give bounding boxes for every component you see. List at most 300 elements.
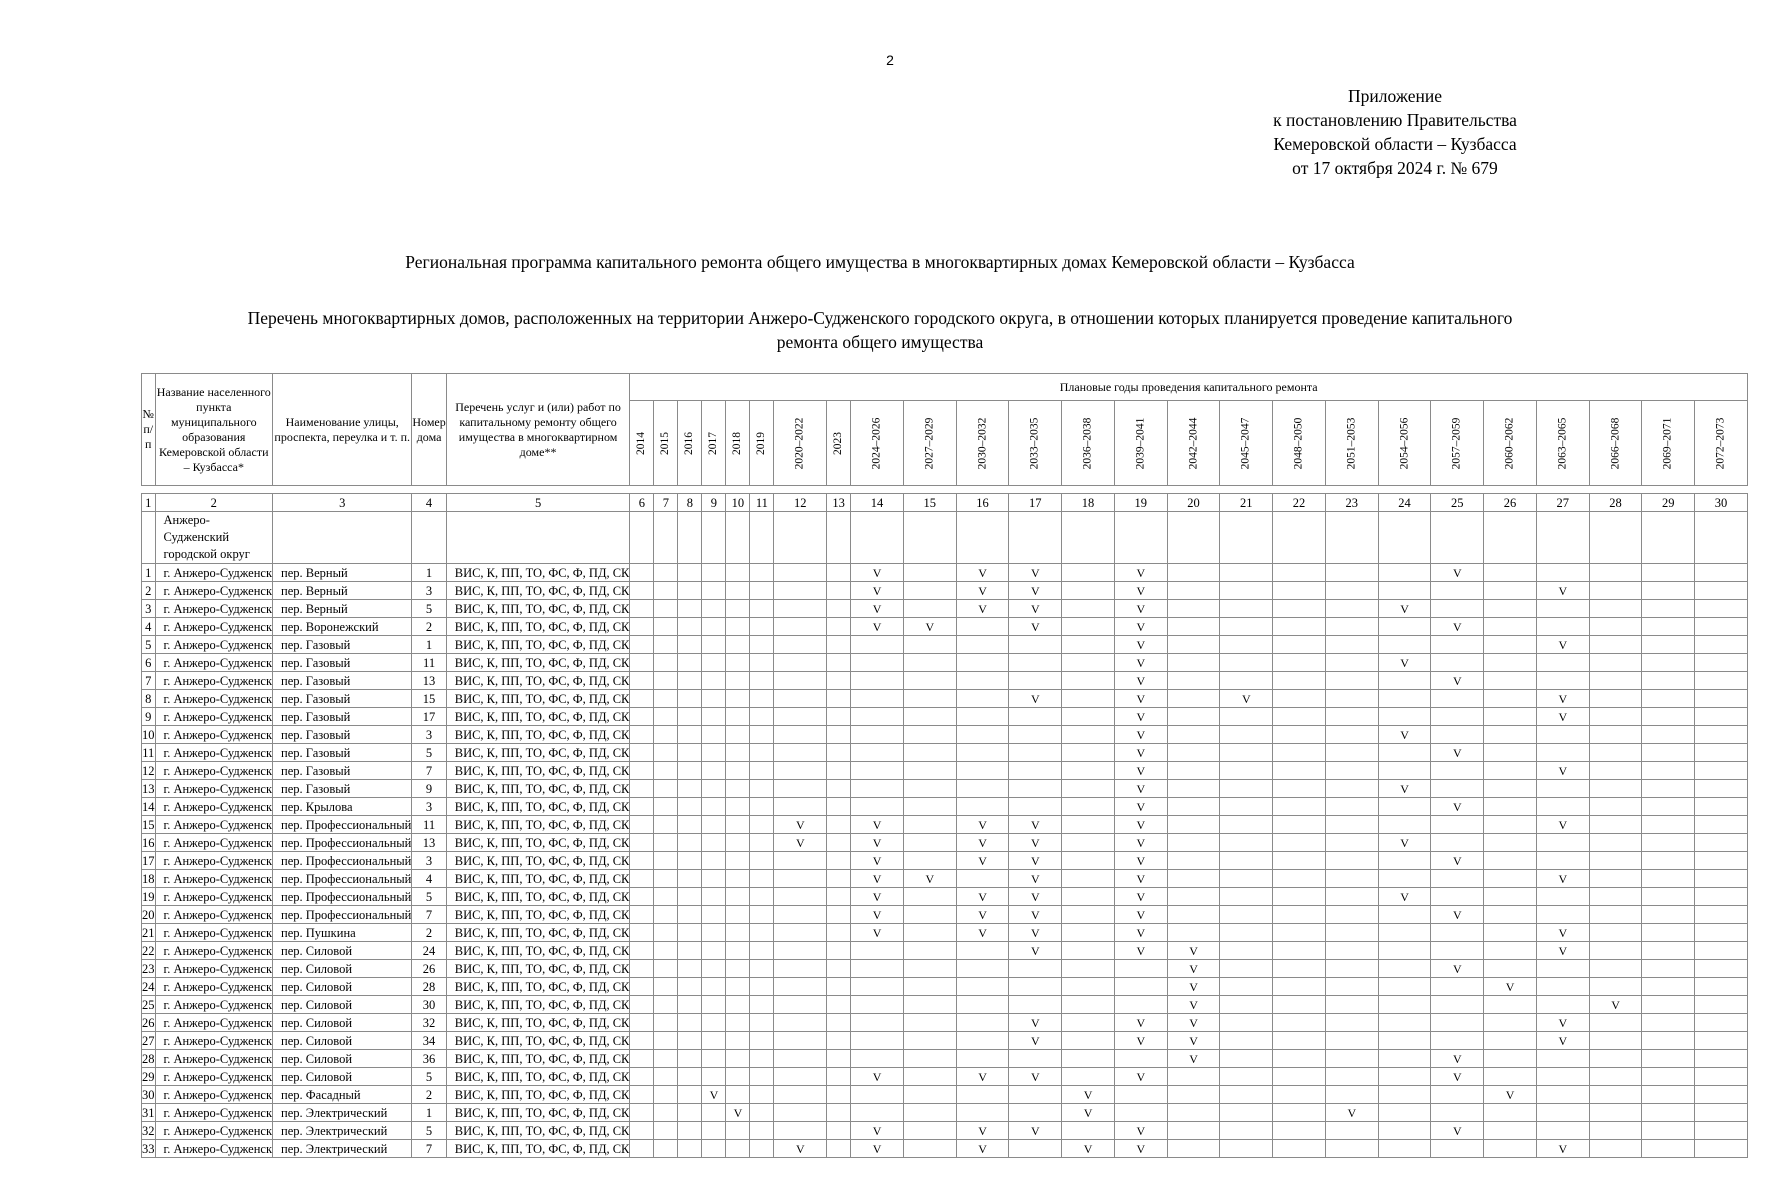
year-cell bbox=[1220, 1140, 1273, 1158]
year-cell bbox=[1325, 924, 1378, 942]
cell-house: 7 bbox=[412, 1140, 446, 1158]
year-cell bbox=[1273, 672, 1326, 690]
header-house: Номер дома bbox=[412, 374, 446, 486]
year-cell bbox=[678, 852, 702, 870]
year-mark: V bbox=[1167, 1032, 1220, 1050]
year-cell bbox=[1642, 726, 1695, 744]
year-cell bbox=[903, 564, 956, 582]
year-mark: V bbox=[1009, 1068, 1062, 1086]
empty-cell bbox=[1220, 512, 1273, 564]
year-cell bbox=[1642, 672, 1695, 690]
year-cell bbox=[726, 672, 750, 690]
year-cell bbox=[1220, 1104, 1273, 1122]
year-cell bbox=[1536, 996, 1589, 1014]
group-label: Анжеро-Судженский городской округ bbox=[155, 512, 273, 564]
year-mark: V bbox=[1114, 1068, 1167, 1086]
year-cell bbox=[1009, 1140, 1062, 1158]
year-cell bbox=[702, 888, 726, 906]
table-row bbox=[142, 798, 1748, 816]
year-mark: V bbox=[1009, 1014, 1062, 1032]
year-mark: V bbox=[851, 1140, 904, 1158]
subtitle-line: Перечень многоквартирных домов, расположенных на территории Анжеро-Судженского городского округа, в отношении которых планируется проведение капитального bbox=[247, 308, 1513, 328]
year-cell bbox=[678, 582, 702, 600]
year-cell bbox=[726, 960, 750, 978]
year-cell bbox=[903, 816, 956, 834]
empty-cell bbox=[956, 512, 1009, 564]
year-cell bbox=[774, 564, 827, 582]
year-cell bbox=[1589, 600, 1642, 618]
year-cell bbox=[774, 672, 827, 690]
year-cell bbox=[903, 1050, 956, 1068]
year-cell bbox=[1325, 690, 1378, 708]
year-cell bbox=[827, 1014, 851, 1032]
year-cell bbox=[956, 726, 1009, 744]
cell-number: 17 bbox=[142, 853, 155, 868]
header-year-label: 2069–2071 bbox=[1661, 417, 1674, 470]
year-cell bbox=[827, 636, 851, 654]
year-cell bbox=[1536, 1086, 1589, 1104]
cell-house: 32 bbox=[412, 1014, 446, 1032]
year-cell bbox=[702, 1050, 726, 1068]
year-cell bbox=[1220, 600, 1273, 618]
column-number: 4 bbox=[412, 494, 446, 512]
year-cell bbox=[726, 996, 750, 1014]
year-cell bbox=[750, 1032, 774, 1050]
cell-works: ВИС, К, ПП, ТО, ФС, Ф, ПД, СК bbox=[446, 726, 630, 744]
year-mark: V bbox=[1378, 600, 1431, 618]
cell-house: 3 bbox=[412, 582, 446, 600]
cell-house: 1 bbox=[412, 564, 446, 582]
header-year-label: 2020–2022 bbox=[793, 417, 806, 470]
year-cell bbox=[1062, 852, 1115, 870]
table-row bbox=[142, 1104, 1748, 1122]
year-cell bbox=[1642, 564, 1695, 582]
table-row bbox=[142, 672, 1748, 690]
year-cell bbox=[1220, 762, 1273, 780]
year-cell bbox=[1325, 1068, 1378, 1086]
year-mark: V bbox=[1431, 564, 1484, 582]
year-cell bbox=[654, 1104, 678, 1122]
cell-street: пер. Силовой bbox=[273, 996, 412, 1014]
year-cell bbox=[827, 942, 851, 960]
year-cell bbox=[1325, 834, 1378, 852]
year-cell bbox=[1695, 762, 1748, 780]
year-cell bbox=[702, 996, 726, 1014]
year-cell bbox=[1273, 798, 1326, 816]
year-mark: V bbox=[1009, 816, 1062, 834]
column-number: 13 bbox=[827, 494, 851, 512]
year-cell bbox=[903, 1086, 956, 1104]
year-mark: V bbox=[1536, 1014, 1589, 1032]
year-cell bbox=[1642, 1122, 1695, 1140]
year-cell bbox=[827, 852, 851, 870]
year-cell bbox=[1695, 636, 1748, 654]
cell-house: 36 bbox=[412, 1050, 446, 1068]
year-cell bbox=[827, 654, 851, 672]
column-number: 16 bbox=[956, 494, 1009, 512]
year-cell bbox=[774, 942, 827, 960]
year-mark: V bbox=[1114, 1122, 1167, 1140]
year-cell bbox=[1378, 870, 1431, 888]
year-cell bbox=[1378, 1014, 1431, 1032]
year-cell bbox=[1536, 1068, 1589, 1086]
cell-house: 5 bbox=[412, 600, 446, 618]
year-cell bbox=[1062, 762, 1115, 780]
year-cell bbox=[774, 600, 827, 618]
year-cell bbox=[1536, 726, 1589, 744]
year-cell bbox=[702, 906, 726, 924]
year-cell bbox=[1536, 600, 1589, 618]
year-cell bbox=[1484, 942, 1537, 960]
year-cell bbox=[630, 600, 654, 618]
year-cell bbox=[654, 654, 678, 672]
header-year bbox=[1220, 401, 1273, 486]
year-cell bbox=[827, 924, 851, 942]
year-cell bbox=[726, 1122, 750, 1140]
empty-cell bbox=[678, 512, 702, 564]
cell-settlement: г. Анжеро-Судженск bbox=[155, 636, 273, 654]
header-year-label: 2027–2029 bbox=[923, 417, 936, 470]
year-cell bbox=[1273, 690, 1326, 708]
houses-table bbox=[141, 373, 1748, 1158]
cell-settlement: г. Анжеро-Судженск bbox=[155, 582, 273, 600]
year-cell bbox=[774, 798, 827, 816]
year-cell bbox=[1009, 726, 1062, 744]
cell-settlement: г. Анжеро-Судженск bbox=[155, 600, 273, 618]
cell-number: 20 bbox=[142, 907, 155, 922]
year-cell bbox=[654, 708, 678, 726]
year-cell bbox=[1220, 672, 1273, 690]
cell-number: 11 bbox=[142, 745, 155, 760]
year-cell bbox=[903, 906, 956, 924]
year-cell bbox=[654, 636, 678, 654]
cell-settlement: г. Анжеро-Судженск bbox=[155, 1140, 273, 1158]
year-cell bbox=[1009, 744, 1062, 762]
cell-works: ВИС, К, ПП, ТО, ФС, Ф, ПД, СК bbox=[446, 924, 630, 942]
header-year-label: 2023 bbox=[832, 432, 845, 455]
year-cell bbox=[851, 1032, 904, 1050]
year-cell bbox=[774, 1122, 827, 1140]
year-cell bbox=[726, 924, 750, 942]
year-cell bbox=[1695, 600, 1748, 618]
year-cell bbox=[1062, 582, 1115, 600]
year-cell bbox=[1220, 924, 1273, 942]
year-cell bbox=[903, 852, 956, 870]
year-cell bbox=[1325, 672, 1378, 690]
year-cell bbox=[1378, 1104, 1431, 1122]
year-cell bbox=[1062, 564, 1115, 582]
year-cell bbox=[702, 762, 726, 780]
cell-number: 9 bbox=[142, 708, 156, 726]
year-cell bbox=[1325, 906, 1378, 924]
table-row bbox=[142, 834, 1748, 852]
column-number: 1 bbox=[142, 494, 156, 512]
year-cell bbox=[1325, 1140, 1378, 1158]
year-cell bbox=[678, 816, 702, 834]
year-cell bbox=[1484, 834, 1537, 852]
cell-street: пер. Электрический bbox=[273, 1104, 412, 1122]
year-cell bbox=[956, 960, 1009, 978]
year-cell bbox=[1695, 906, 1748, 924]
year-mark: V bbox=[1378, 780, 1431, 798]
cell-number: 21 bbox=[142, 925, 155, 940]
year-cell bbox=[750, 1068, 774, 1086]
year-cell bbox=[1536, 780, 1589, 798]
year-mark: V bbox=[1378, 726, 1431, 744]
year-cell bbox=[750, 1140, 774, 1158]
year-cell bbox=[678, 654, 702, 672]
year-cell bbox=[630, 816, 654, 834]
empty-cell bbox=[142, 512, 156, 564]
year-cell bbox=[956, 1050, 1009, 1068]
year-cell bbox=[702, 672, 726, 690]
year-cell bbox=[851, 1014, 904, 1032]
year-cell bbox=[1484, 1014, 1537, 1032]
year-cell bbox=[956, 636, 1009, 654]
year-mark: V bbox=[1114, 1140, 1167, 1158]
header-year-label: 2024–2026 bbox=[870, 417, 883, 470]
empty-cell bbox=[1009, 512, 1062, 564]
year-cell bbox=[1589, 708, 1642, 726]
year-cell bbox=[726, 564, 750, 582]
column-number: 9 bbox=[702, 494, 726, 512]
year-cell bbox=[1431, 1104, 1484, 1122]
year-cell bbox=[1589, 924, 1642, 942]
year-mark: V bbox=[1536, 870, 1589, 888]
year-cell bbox=[827, 996, 851, 1014]
cell-street: пер. Силовой bbox=[273, 942, 412, 960]
year-cell bbox=[630, 906, 654, 924]
year-cell bbox=[1484, 852, 1537, 870]
column-number: 6 bbox=[630, 494, 654, 512]
empty-cell bbox=[654, 512, 678, 564]
year-cell bbox=[1220, 870, 1273, 888]
header-year bbox=[750, 401, 774, 486]
year-cell bbox=[654, 1014, 678, 1032]
year-cell bbox=[1220, 744, 1273, 762]
year-cell bbox=[630, 942, 654, 960]
year-cell bbox=[1062, 1014, 1115, 1032]
year-cell bbox=[702, 690, 726, 708]
year-cell bbox=[750, 672, 774, 690]
year-cell bbox=[630, 1086, 654, 1104]
year-cell bbox=[678, 960, 702, 978]
table-row bbox=[142, 960, 1748, 978]
year-mark: V bbox=[851, 924, 904, 942]
year-cell bbox=[1642, 924, 1695, 942]
year-cell bbox=[827, 798, 851, 816]
year-cell bbox=[774, 1032, 827, 1050]
year-cell bbox=[1062, 636, 1115, 654]
cell-street: пер. Верный bbox=[273, 564, 412, 582]
year-cell bbox=[1484, 726, 1537, 744]
year-cell bbox=[1695, 780, 1748, 798]
cell-settlement: г. Анжеро-Судженск bbox=[155, 852, 273, 870]
cell-settlement: г. Анжеро-Судженск bbox=[155, 780, 273, 798]
year-cell bbox=[1695, 1068, 1748, 1086]
year-cell bbox=[750, 816, 774, 834]
cell-number: 14 bbox=[142, 799, 155, 814]
year-cell bbox=[827, 1140, 851, 1158]
year-cell bbox=[827, 834, 851, 852]
table-row bbox=[142, 600, 1748, 618]
year-cell bbox=[654, 924, 678, 942]
year-cell bbox=[1009, 996, 1062, 1014]
year-cell bbox=[1589, 942, 1642, 960]
year-mark: V bbox=[1114, 780, 1167, 798]
cell-house: 26 bbox=[412, 960, 446, 978]
cell-street: пер. Профессиональный bbox=[273, 852, 412, 870]
year-mark: V bbox=[1114, 744, 1167, 762]
year-cell bbox=[1589, 978, 1642, 996]
table-row bbox=[142, 1050, 1748, 1068]
year-cell bbox=[1220, 564, 1273, 582]
year-cell bbox=[903, 636, 956, 654]
year-cell bbox=[1325, 816, 1378, 834]
year-cell bbox=[1167, 780, 1220, 798]
year-cell bbox=[726, 654, 750, 672]
year-cell bbox=[630, 1014, 654, 1032]
year-cell bbox=[726, 888, 750, 906]
year-cell bbox=[1589, 906, 1642, 924]
year-cell bbox=[956, 1086, 1009, 1104]
year-cell bbox=[1273, 870, 1326, 888]
year-cell bbox=[851, 654, 904, 672]
year-mark: V bbox=[1009, 924, 1062, 942]
year-mark: V bbox=[1431, 960, 1484, 978]
year-cell bbox=[1431, 816, 1484, 834]
year-cell bbox=[678, 870, 702, 888]
table-row bbox=[142, 618, 1748, 636]
year-cell bbox=[1273, 780, 1326, 798]
year-cell bbox=[1378, 924, 1431, 942]
year-cell bbox=[1484, 906, 1537, 924]
cell-works: ВИС, К, ПП, ТО, ФС, Ф, ПД, СК bbox=[446, 780, 630, 798]
year-mark: V bbox=[1536, 690, 1589, 708]
year-cell bbox=[1167, 798, 1220, 816]
year-cell bbox=[851, 942, 904, 960]
year-mark: V bbox=[851, 1122, 904, 1140]
year-cell bbox=[630, 924, 654, 942]
year-cell bbox=[1062, 798, 1115, 816]
year-cell bbox=[1114, 996, 1167, 1014]
year-cell bbox=[630, 726, 654, 744]
header-year-label: 2066–2068 bbox=[1609, 417, 1622, 470]
cell-number: 29 bbox=[142, 1069, 155, 1084]
header-settlement: Название населенного пункта муниципального образования Кемеровской области – Кузбасса* bbox=[155, 374, 273, 486]
year-cell bbox=[1484, 996, 1537, 1014]
year-cell bbox=[702, 780, 726, 798]
cell-settlement: г. Анжеро-Судженск bbox=[155, 888, 273, 906]
year-cell bbox=[1589, 672, 1642, 690]
year-cell bbox=[702, 816, 726, 834]
year-mark: V bbox=[1114, 924, 1167, 942]
year-cell bbox=[1009, 1104, 1062, 1122]
year-cell bbox=[1378, 1086, 1431, 1104]
cell-street: пер. Фасадный bbox=[273, 1086, 412, 1104]
year-cell bbox=[1695, 1032, 1748, 1050]
year-cell bbox=[774, 1014, 827, 1032]
year-cell bbox=[1484, 924, 1537, 942]
year-mark: V bbox=[1536, 924, 1589, 942]
year-cell bbox=[1695, 834, 1748, 852]
year-mark: V bbox=[1536, 762, 1589, 780]
year-cell bbox=[1167, 1068, 1220, 1086]
year-cell bbox=[654, 996, 678, 1014]
year-mark: V bbox=[1114, 636, 1167, 654]
year-cell bbox=[1062, 780, 1115, 798]
year-cell bbox=[774, 726, 827, 744]
year-mark: V bbox=[956, 564, 1009, 582]
header-year bbox=[1167, 401, 1220, 486]
empty-cell bbox=[412, 512, 446, 564]
year-cell bbox=[774, 888, 827, 906]
year-cell bbox=[702, 618, 726, 636]
header-year-label: 2039–2041 bbox=[1134, 417, 1147, 470]
header-year bbox=[1378, 401, 1431, 486]
year-cell bbox=[1484, 960, 1537, 978]
year-cell bbox=[903, 1104, 956, 1122]
year-cell bbox=[750, 870, 774, 888]
appendix-line: от 17 октября 2024 г. № 679 bbox=[1292, 158, 1498, 178]
year-cell bbox=[678, 708, 702, 726]
year-mark: V bbox=[1114, 564, 1167, 582]
cell-settlement: г. Анжеро-Судженск bbox=[155, 816, 273, 834]
year-cell bbox=[1431, 870, 1484, 888]
year-cell bbox=[827, 1050, 851, 1068]
year-cell bbox=[903, 798, 956, 816]
year-cell bbox=[1431, 924, 1484, 942]
cell-street: пер. Силовой bbox=[273, 1050, 412, 1068]
year-cell bbox=[1220, 996, 1273, 1014]
year-mark: V bbox=[1220, 690, 1273, 708]
cell-street: пер. Газовый bbox=[273, 762, 412, 780]
year-cell bbox=[1695, 924, 1748, 942]
year-cell bbox=[1009, 654, 1062, 672]
year-mark: V bbox=[851, 582, 904, 600]
year-cell bbox=[654, 978, 678, 996]
year-cell bbox=[702, 1122, 726, 1140]
year-cell bbox=[1114, 960, 1167, 978]
year-cell bbox=[1484, 582, 1537, 600]
year-cell bbox=[1062, 816, 1115, 834]
year-cell bbox=[1589, 870, 1642, 888]
year-cell bbox=[630, 708, 654, 726]
year-cell bbox=[1325, 726, 1378, 744]
year-cell bbox=[726, 798, 750, 816]
cell-number: 1 bbox=[142, 564, 156, 582]
year-cell bbox=[678, 798, 702, 816]
year-mark: V bbox=[1009, 582, 1062, 600]
header-year bbox=[1589, 401, 1642, 486]
year-cell bbox=[1695, 1140, 1748, 1158]
year-cell bbox=[750, 1104, 774, 1122]
year-cell bbox=[750, 600, 774, 618]
year-cell bbox=[1273, 1014, 1326, 1032]
year-cell bbox=[1325, 1050, 1378, 1068]
year-cell bbox=[678, 744, 702, 762]
cell-number: 22 bbox=[142, 943, 155, 958]
year-cell bbox=[903, 1068, 956, 1086]
year-cell bbox=[654, 1068, 678, 1086]
cell-works: ВИС, К, ПП, ТО, ФС, Ф, ПД, СК bbox=[446, 960, 630, 978]
year-mark: V bbox=[1114, 942, 1167, 960]
year-cell bbox=[827, 1032, 851, 1050]
year-cell bbox=[1589, 888, 1642, 906]
cell-settlement: г. Анжеро-Судженск bbox=[155, 960, 273, 978]
year-cell bbox=[702, 924, 726, 942]
year-cell bbox=[750, 960, 774, 978]
